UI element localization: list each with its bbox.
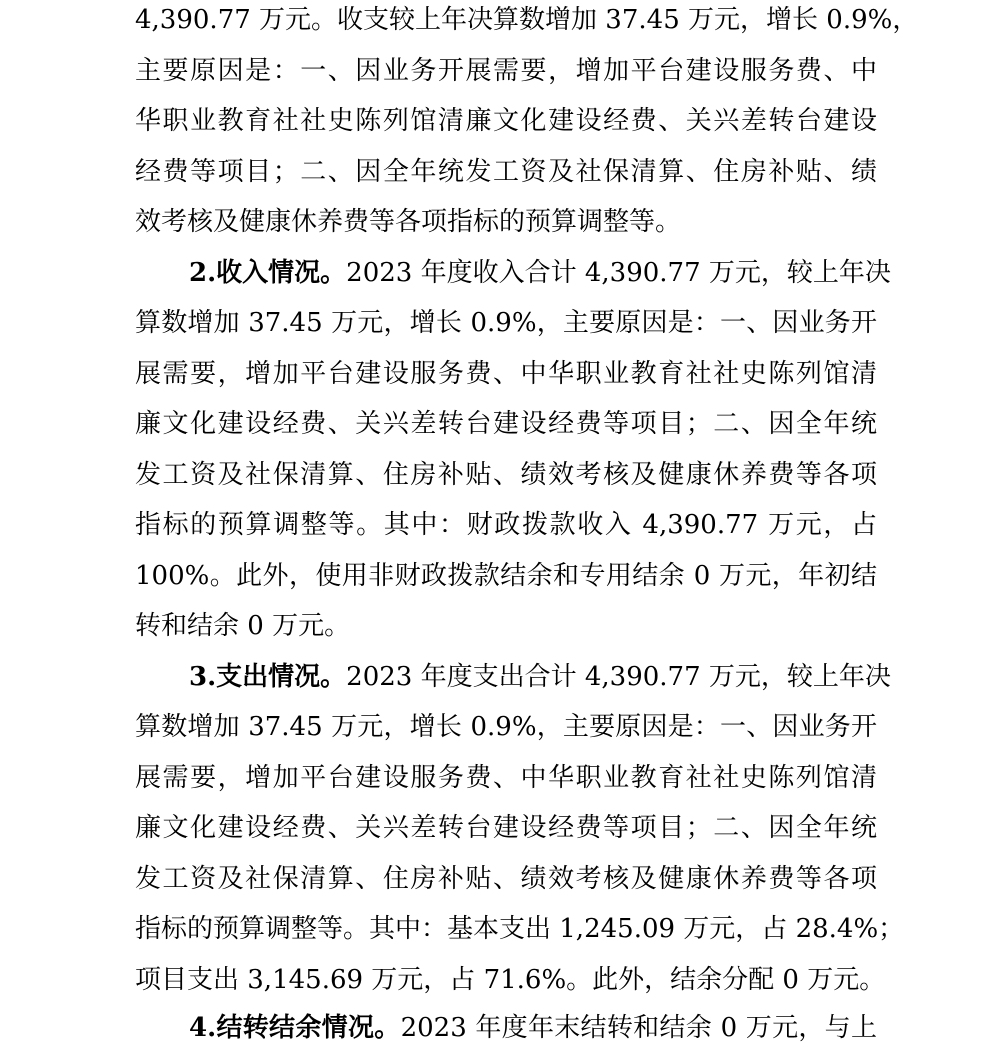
text-line: 100%。此外，使用非财政拨款结余和专用结余 0 万元，年初结 <box>135 561 877 591</box>
text-line: 算数增加 37.45 万元，增长 0.9%，主要原因是：一、因业务开 <box>135 712 877 742</box>
text-line: 展需要，增加平台建设服务费、中华职业教育社社史陈列馆清 <box>135 359 877 389</box>
text-run: 2023 年度支出合计 4,390.77 万元，较上年决 <box>346 662 891 692</box>
text-line: 廉文化建设经费、关兴差转台建设经费等项目；二、因全年统 <box>135 409 877 439</box>
text-line: 项目支出 3,145.69 万元，占 71.6%。此外，结余分配 0 万元。 <box>135 965 886 995</box>
text-run: 2023 年度收入合计 4,390.77 万元，较上年决 <box>346 258 891 288</box>
text-line: 指标的预算调整等。其中：基本支出 1,245.09 万元，占 28.4%； <box>135 914 905 944</box>
paragraph-first-line <box>135 657 891 697</box>
text-line: 指标的预算调整等。其中：财政拨款收入 4,390.77 万元，占 <box>135 510 877 540</box>
text-line: 4,390.77 万元。收支较上年决算数增加 37.45 万元，增长 0.9%， <box>135 5 919 35</box>
text-line: 发工资及社保清算、住房补贴、绩效考核及健康休养费等各项 <box>135 460 877 490</box>
text-line: 算数增加 37.45 万元，增长 0.9%，主要原因是：一、因业务开 <box>135 308 877 338</box>
text-line: 华职业教育社社史陈列馆清廉文化建设经费、关兴差转台建设 <box>135 106 877 136</box>
section-heading: 4.结转结余情况。 <box>189 1013 401 1043</box>
text-line: 经费等项目；二、因全年统发工资及社保清算、住房补贴、绩 <box>135 157 877 187</box>
text-line: 转和结余 0 万元。 <box>135 611 351 641</box>
text-line: 廉文化建设经费、关兴差转台建设经费等项目；二、因全年统 <box>135 813 877 843</box>
text-line: 主要原因是：一、因业务开展需要，增加平台建设服务费、中 <box>135 56 877 86</box>
text-line: 发工资及社保清算、住房补贴、绩效考核及健康休养费等各项 <box>135 864 877 894</box>
section-heading: 3.支出情况。 <box>189 662 347 692</box>
section-heading: 2.收入情况。 <box>189 258 347 288</box>
paragraph-first-line <box>135 253 891 293</box>
text-line: 展需要，增加平台建设服务费、中华职业教育社社史陈列馆清 <box>135 763 877 793</box>
text-run: 2023 年度年末结转和结余 0 万元，与上 <box>400 1013 877 1043</box>
text-line: 效考核及健康休养费等各项指标的预算调整等。 <box>135 207 682 237</box>
paragraph-first-line <box>135 1008 877 1048</box>
